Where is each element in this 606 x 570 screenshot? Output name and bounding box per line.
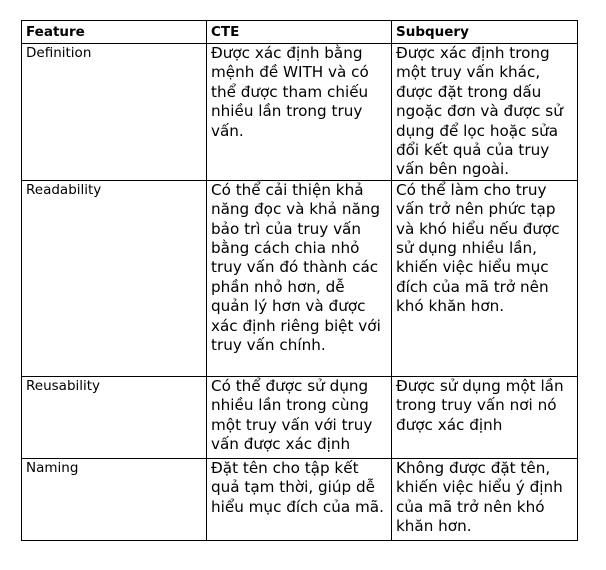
subquery-cell: Không được đặt tên, khiến việc hiểu ý định của mã trở nên khó khăn hơn. bbox=[392, 458, 578, 540]
table-row bbox=[22, 376, 578, 458]
feature-cell: Naming bbox=[22, 458, 207, 540]
header-cte: CTE bbox=[207, 21, 392, 44]
cte-cell: Đặt tên cho tập kết quả tạm thời, giúp dễ hiểu mục đích của mã. bbox=[207, 458, 392, 540]
subquery-cell: Được xác định trong một truy vấn khác, được đặt trong dấu ngoặc đơn và được sử dụng để lọc hoặc sửa đổi kết quả của truy vấn bên ngoài. bbox=[392, 44, 578, 181]
comparison-table bbox=[21, 20, 578, 541]
table-row bbox=[22, 458, 578, 540]
feature-cell: Readability bbox=[22, 180, 207, 376]
header-feature: Feature bbox=[22, 21, 207, 44]
table-header-row bbox=[22, 21, 578, 44]
subquery-cell: Được sử dụng một lần trong truy vấn nơi nó được xác định bbox=[392, 376, 578, 458]
feature-cell: Reusability bbox=[22, 376, 207, 458]
feature-cell: Definition bbox=[22, 44, 207, 181]
table-row bbox=[22, 44, 578, 181]
cte-cell: Có thể được sử dụng nhiều lần trong cùng một truy vấn với truy vấn được xác định bbox=[207, 376, 392, 458]
header-subquery: Subquery bbox=[392, 21, 578, 44]
subquery-cell: Có thể làm cho truy vấn trở nên phức tạp và khó hiểu nếu được sử dụng nhiều lần, khiến việc hiểu mục đích của mã trở nên khó khăn hơn. bbox=[392, 180, 578, 376]
cte-cell: Được xác định bằng mệnh đề WITH và có thể được tham chiếu nhiều lần trong truy vấn. bbox=[207, 44, 392, 181]
cte-cell: Có thể cải thiện khả năng đọc và khả năng bảo trì của truy vấn bằng cách chia nhỏ truy vấn đó thành các phần nhỏ hơn, dễ quản lý hơn và được xác định riêng biệt với truy vấn chính. bbox=[207, 180, 392, 376]
table-row bbox=[22, 180, 578, 376]
